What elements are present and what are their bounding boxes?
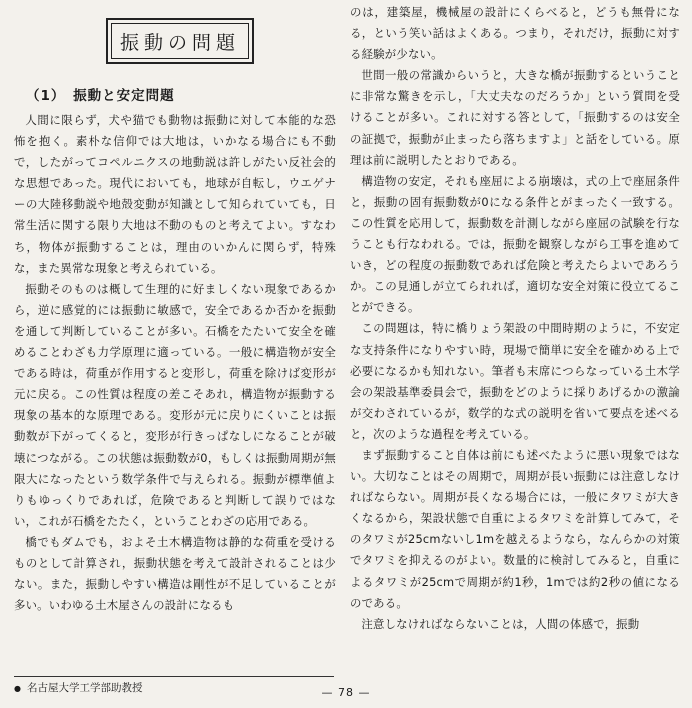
left-paragraph-3: 橋でもダムでも，およそ土木構造物は静的な荷重を受けるものとして計算され，振動状態を考えて設計されることは少ない。また，振動しやすい構造は剛性が不足していることが多い。いわゆる土木屋さんの設計になるも <box>14 534 336 613</box>
page-number: — 78 — <box>321 686 371 699</box>
right-paragraph-1: のは，建築屋，機械屋の設計にくらべると，どうも無骨になる，という笑い話はよくある。つまり，それだけ，振動に対する経験が少ない。 <box>350 5 680 62</box>
section-heading: （1） 振動と安定問題 <box>26 88 175 104</box>
footnote-text: 名古屋大学工学部助教授 <box>26 682 143 694</box>
right-paragraph-2: 世間一般の常識からいうと，大きな橋が振動するということに非常な驚きを示し，「大丈夫なのだろうか」という質問を受けることが多い。これに対する答として，「振動するのは安全の証拠で，振動が止まったら落ちますよ」と話をしている。原理は前に説明したとおりである。 <box>350 68 680 167</box>
article-title: 振動の問題 <box>119 31 240 54</box>
left-paragraph-1: 人間に限らず，犬や猫でも動物は振動に対して本能的な恐怖を抱く。素朴な信仰では大地は，いかなる場合にも不動で，したがってコペルニクスの地動説は許しがたい反社会的な思想であった。現代においても，地球が自転し，ウエゲナーの大陸移動説や地殻変動が知識として知られていても，日常生活に関する限り大地は不動のものと考えてよい。すなわち，物体が振動することは，理由のいかんに関らず，特殊な，また異常な現象と考えられている。 <box>14 113 336 275</box>
right-paragraph-3: 構造物の安定，それも座屈による崩壊は，式の上で座屈条件と，振動の固有振動数が0になる条件とがまったく一致する。この性質を応用して，振動数を計測しながら座屈の試験を行なうことも行なわれる。では，振動を観察しながら工事を進めていき，どの程度の振動数であれば危険と考えたらよいであろうか。この見通しが立てられれば，適切な安全対策に役立てることができる。 <box>350 173 680 315</box>
left-paragraph-2: 振動そのものは概して生理的に好ましくない現象であるから，逆に感覚的には振動に敏感で，安全であるか否かを振動を通して判断していることが多い。石橋をたたいて安全を確めることわざも力学原理に適っている。一般に構造物が安全である時は，荷重が作用すると変形し，荷重を除けば変形が元に戻る。この性質は程度の差こそあれ，構造物が振動する現象の基本的な原理である。変形が元に戻りにくいことは振動数が下がってくると，変形が行きっぱなしになることが破壊につながる。この状態は振動数が0，もしくは振動周期が無限大になったという数学条件で与えられる。振動が標準値よりもゆっくりであれば，危険であると判断して誤りではない，これが石橋をたたく，ということわざの応用である。 <box>14 281 336 528</box>
left-body-text <box>14 110 336 616</box>
right-paragraph-4: この問題は，特に橋りょう架設の中間時期のように，不安定な支持条件になりやすい時，現場で簡単に安全を確かめる上で必要になるかも知れない。筆者も末席につらなっている土木学会の架設基準委員会で，振動をどのように採りあげるかの激論が交わされているが，数学的な式の説明を省いて要点を述べると，次のような過程を考えている。 <box>350 321 680 441</box>
footnote-divider <box>14 676 334 677</box>
right-paragraph-6: 注意しなければならないことは，人間の体感で，振動 <box>361 616 640 631</box>
right-body-text <box>350 2 680 635</box>
article-title-box <box>106 18 254 64</box>
right-paragraph-5: まず振動すること自体は前にも述べたように悪い現象ではない。大切なことはその周期で，周期が長い振動には注意しなければならない。周期が長くなる場合には，一般にタワミが大きくなるから，架設状態で自重によるタワミを計算してみて，そのタワミが25cmないし1mを越えるようなら，なんらかの対策でタワミを抑えるのがよい。数量的に検討してみると，自重によるタワミが25cmで周期が約1秒，1mでは約2秒の値になるのである。 <box>350 447 680 610</box>
footnote-bullet-icon: ● <box>14 683 21 693</box>
